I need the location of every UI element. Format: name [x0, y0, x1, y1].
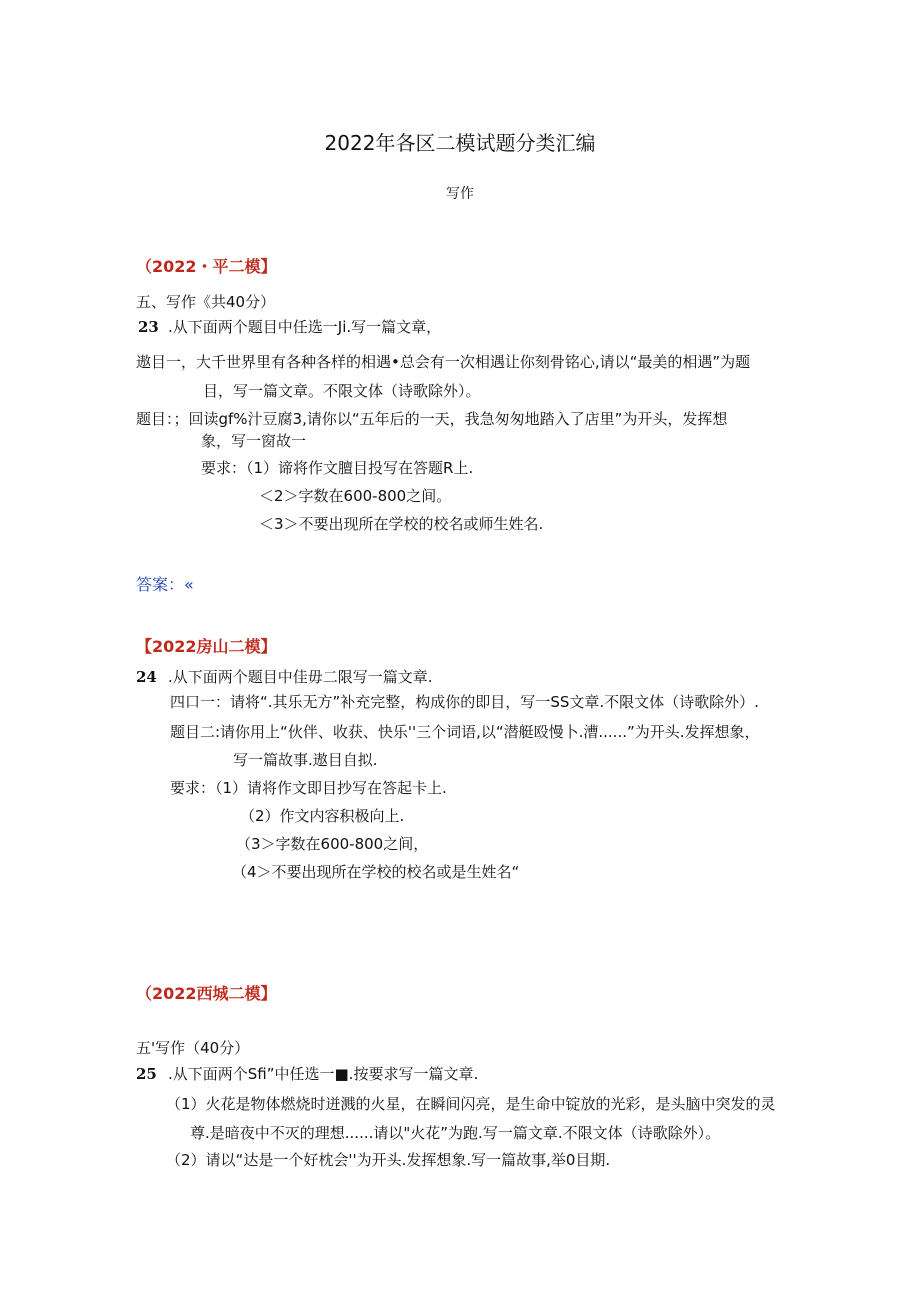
question-number-25: 25	[136, 1065, 157, 1083]
page-subtitle: 写作	[446, 186, 474, 202]
option-1-line-2: 尊.是暗夜中不灭的理想......请以"火花”为跑.写一篇文章.不限文体（诗歌除外）。	[190, 1124, 721, 1142]
section-heading-2: 【2022房山二模】	[136, 637, 277, 656]
section-heading-3: （2022西城二模】	[136, 984, 277, 1003]
question-text-25: .从下面两个Sfi”中任选一■.按要求写一篇文章.	[168, 1065, 479, 1083]
requirement-1: 要求：（1）请将作文即目抄写在答起卡上.	[170, 779, 447, 797]
section-part-label-3: 五'写作（40分）	[136, 1039, 250, 1057]
option-1-line-1: （1）火花是物体燃烧时迸溅的火星，在瞬间闪亮，是生命中锭放的光彩，是头脑中突发的灵	[166, 1095, 776, 1113]
topic-2-line-1: 题目二:请你用上“伙伴、收获、快乐''三个词语,以“潜艇殴慢卜.漕......”为开头.发挥想象，	[170, 723, 760, 741]
requirement-4: （4＞不要出现所在学校的校名或是生姓名“	[232, 863, 520, 881]
requirement-1: 要求：（1）谛将作文膻目投写在答题R上.	[201, 459, 474, 477]
topic-1-line-1: 遨目一，大千世界里有各种各样的相遇•总会有一次相遇让你刻骨铭心,请以“最美的相遇”为题	[136, 353, 751, 371]
topic-2-line-2: 象，写一窗故一	[201, 432, 307, 450]
topic-1-line-2: 目，写一篇文章。不限文体（诗歌除外）。	[203, 382, 481, 400]
topic-2-line-1: 题目：；回读gf%汁豆腐3,请你以“五年后的一天，我急匆匆地踏入了店里”为开头，发挥想	[136, 410, 728, 428]
answer-label: 答案：«	[136, 575, 194, 594]
requirement-3: ＜3＞不要出现所在学校的校名或师生姓名.	[259, 515, 544, 533]
question-number-24: 24	[136, 668, 157, 686]
requirement-2: （2）作文内容积极向上.	[240, 807, 405, 825]
requirement-2: ＜2＞字数在600-800之间。	[259, 487, 452, 505]
section-heading-1: （2022・平二模】	[136, 257, 277, 276]
question-text-24: .从下面两个题目中佳毋二限写一篇文章.	[168, 668, 433, 686]
topic-1: 四口一：请将“.其乐无方”补充完整，构成你的即目，写一SS文章.不限文体（诗歌除外）.	[170, 693, 759, 711]
option-2: （2）请以“达是一个好枕会''为开头.发挥想象.写一篇故事,举0目期.	[166, 1151, 611, 1169]
question-text-23: .从下面两个题目中任选一Ji.写一篇文章，	[168, 318, 442, 336]
question-number-23: 23	[138, 318, 159, 336]
topic-2-line-2: 写一篇故事.遨目自拟.	[233, 751, 378, 769]
section-part-label-1: 五、写作《共40分）	[136, 293, 276, 311]
requirement-3: （3＞字数在600-800之间，	[236, 835, 429, 853]
page-title: 2022年各区二模试题分类汇编	[324, 131, 596, 155]
